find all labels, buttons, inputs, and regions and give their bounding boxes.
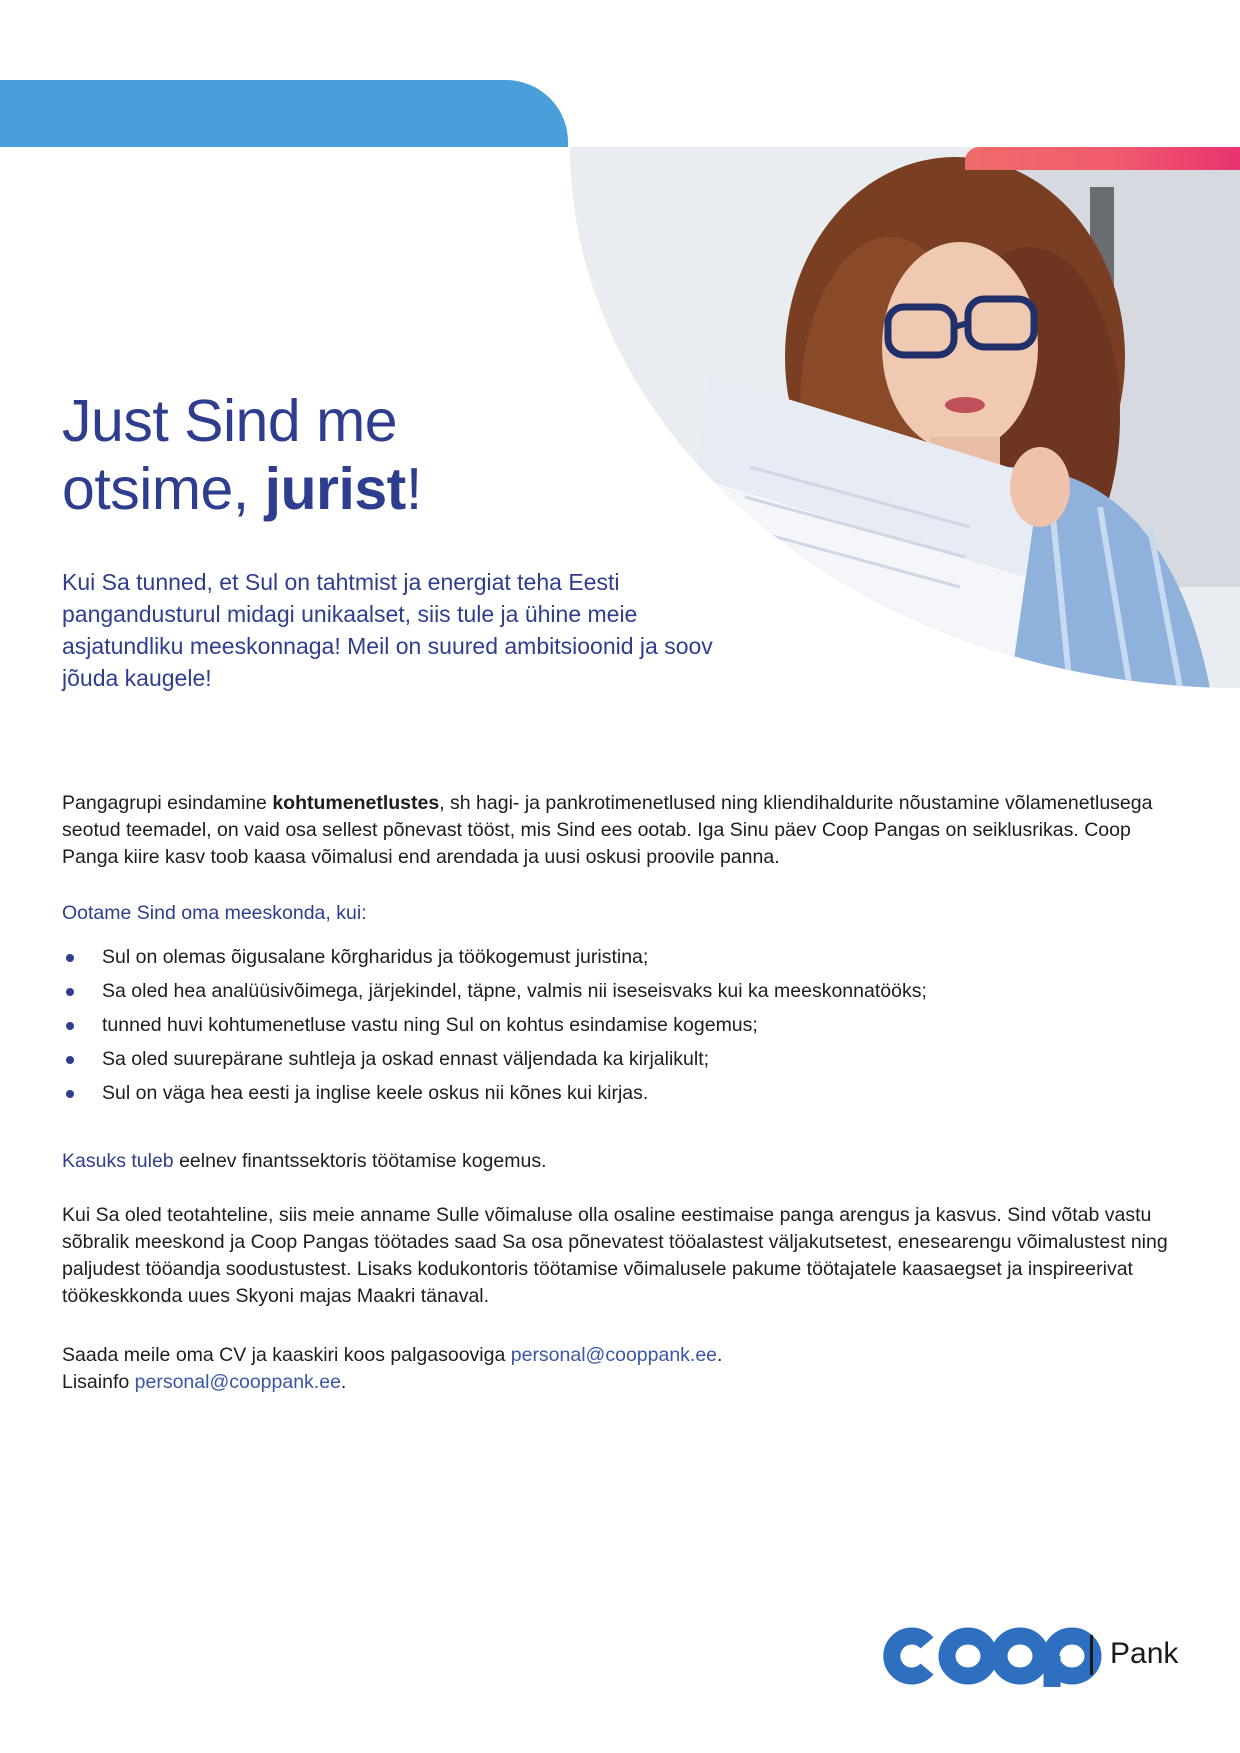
apply-line2-prefix: Lisainfo	[62, 1371, 135, 1393]
list-item	[62, 940, 1162, 974]
bullet-icon	[66, 1022, 74, 1030]
requirement-text: Sul on olemas õigusalane kõrgharidus ja töökogemust juristina;	[102, 946, 649, 968]
advantage-line	[62, 1148, 1182, 1175]
logo-product-name: Pank	[1110, 1637, 1179, 1670]
description-suffix: , sh hagi- ja pankrotimenetlused ning kliendihaldurite nõustamine võlamenetlusega seotud teemadel, on vaid osa sellest põnevast tööst, mis Sind ees ootab. Iga Sinu päev Coop Pangas on seiklusrikas. Coop Panga kiire kasv toob kaasa võimalusi end arendada ja uusi oskusi proovile panna.	[62, 792, 1153, 868]
apply-line1-suffix: .	[717, 1344, 723, 1366]
list-item	[62, 1076, 1162, 1110]
apply-info	[62, 1342, 1182, 1396]
headline-line1: Just Sind me	[62, 388, 398, 454]
intro-paragraph: Kui Sa tunned, et Sul on tahtmist ja energiat teha Eesti pangandusturul midagi unikaalset, siis tule ja ühine meie asjatundliku meeskonnaga! Meil on suured ambitsioonid ja soov jõuda kaugele!	[62, 569, 713, 691]
list-item	[62, 1008, 1162, 1042]
pink-accent-bar	[965, 147, 1240, 170]
advantage-rest: eelnev finantssektoris töötamise kogemus.	[173, 1150, 547, 1172]
advantage-highlight: Kasuks tuleb	[62, 1150, 174, 1172]
requirement-text: Sa oled suurepärane suhtleja ja oskad ennast väljendada ka kirjalikult;	[102, 1048, 710, 1070]
requirement-text: tunned huvi kohtumenetluse vastu ning Sul on kohtus esindamise kogemus;	[102, 1014, 758, 1036]
bullet-icon	[66, 988, 74, 996]
apply-line1-prefix: Saada meile oma CV ja kaaskiri koos palgasooviga	[62, 1344, 511, 1366]
bullet-icon	[66, 1090, 74, 1098]
apply-line2-suffix: .	[340, 1371, 347, 1393]
description-paragraph	[62, 790, 1182, 871]
headline-line2-suffix: !	[405, 456, 422, 522]
bullet-icon	[66, 1056, 74, 1064]
bullet-icon	[66, 954, 74, 962]
list-item	[62, 974, 1162, 1008]
description-prefix: Pangagrupi esindamine	[62, 792, 273, 814]
requirements-list	[62, 940, 1162, 1110]
requirement-text: Sul on väga hea eesti ja inglise keele oskus nii kõnes kui kirjas.	[102, 1082, 649, 1104]
benefits-paragraph: Kui Sa oled teotahteline, siis meie anname Sulle võimaluse olla osaline eestimaise panga arengus ja kasvus. Sind võtab vastu sõbralik meeskond ja Coop Pangas töötades saad Sa osa põnevatest tööalastest väljakutsetest, enesearengu võimalustest ning paljudest tööandja soodustustest. Lisaks kodukontoris töötamise võimalusele pakume töötajatele kaasaegset ja inspireerivat töökeskkonda uues Skyoni majas Maakri tänaval.	[62, 1204, 1168, 1307]
requirements-title: Ootame Sind oma meeskonda, kui:	[62, 902, 367, 924]
headline	[62, 387, 422, 523]
requirement-text: Sa oled hea analüüsivõimega, järjekindel, täpne, valmis nii iseseisvaks kui ka meeskonnatööks;	[102, 980, 927, 1002]
info-email-link[interactable]: personal@cooppank.ee	[134, 1371, 341, 1393]
logo-divider	[1090, 1635, 1093, 1675]
description-bold: kohtumenetlustes	[272, 792, 440, 814]
apply-email-link[interactable]: personal@cooppank.ee	[510, 1344, 718, 1366]
top-accent-bar	[0, 80, 568, 147]
headline-bold-word: jurist	[264, 456, 406, 522]
list-item	[62, 1042, 1162, 1076]
headline-line2-prefix: otsime,	[62, 456, 265, 522]
